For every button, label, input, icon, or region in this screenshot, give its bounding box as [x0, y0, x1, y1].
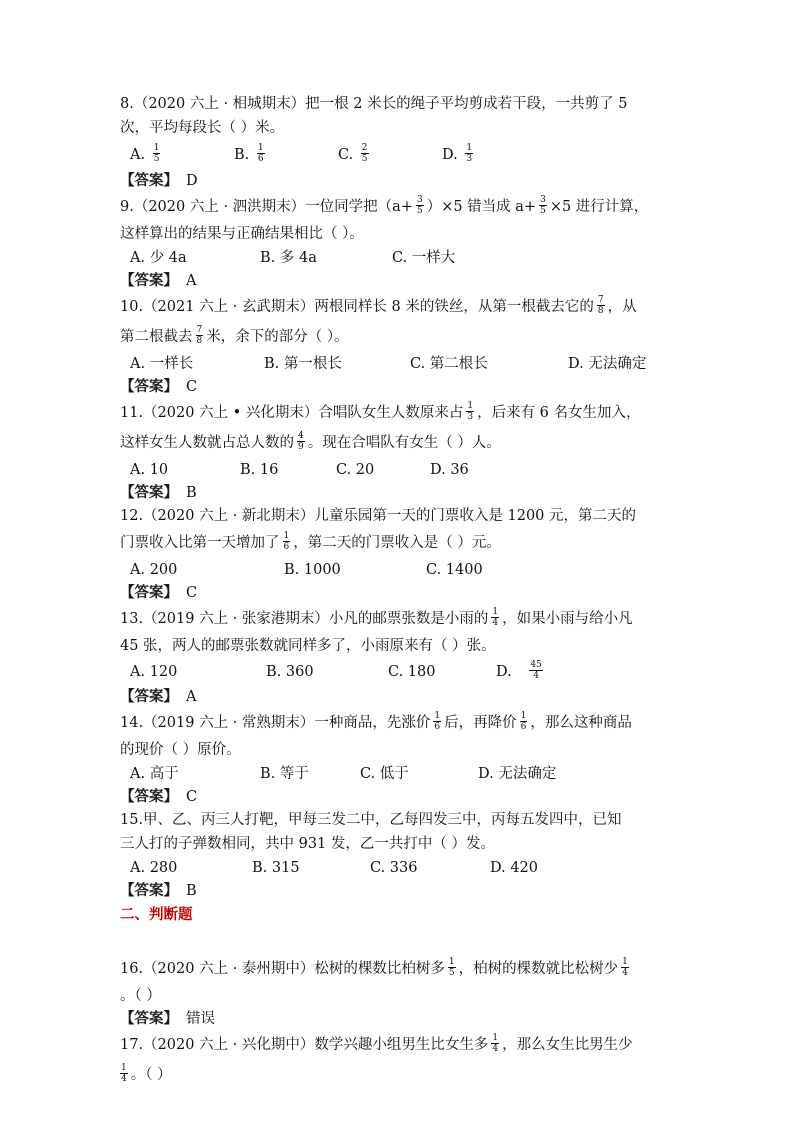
q14-option-a: A. 高于 — [130, 766, 179, 782]
q11-option-a: A. 10 — [130, 462, 169, 478]
q14-line2: 的现价（ ）原价。 — [120, 742, 241, 758]
q11-line2: 这样女生人数就占总人数的 $\frac{4}{9}$ 。现在合唱队有女生（ ）人。 — [120, 430, 501, 452]
q17-line1: 17.（2020 六上 · 兴化期中）数学兴趣小组男生比女生多 $\frac{1}{4}$ ，那么女生比男生少 — [120, 1032, 633, 1054]
q16-answer: 【答案】 错误 — [120, 1010, 215, 1027]
q10-options — [120, 352, 690, 376]
q15-answer: 【答案】 B — [120, 882, 197, 899]
q8-option-b: B. $\frac{1}{6}$ — [234, 142, 264, 164]
q13-line2: 45 张，两人的邮票张数就同样多了，小雨原来有（ ）张。 — [120, 638, 496, 654]
q9-line1: 9.（2020 六上 · 泗洪期末）一位同学把（a+ $\frac{3}{5}$ ）×5 错当成 a+ $\frac{3}{5}$ ×5 进行计算， — [120, 194, 649, 216]
q10-option-c: C. 第二根长 — [410, 356, 488, 372]
q11-answer: 【答案】 B — [120, 484, 197, 501]
q14-option-d: D. 无法确定 — [478, 766, 557, 782]
q14-options — [120, 762, 690, 786]
q8-option-c: C. $\frac{2}{5}$ — [338, 142, 368, 164]
q10-option-a: A. 一样长 — [130, 356, 194, 372]
q13-option-d: D. $\frac{45}{4}$ — [496, 659, 542, 681]
q13-answer: 【答案】 A — [120, 688, 197, 705]
q13-option-b: B. 360 — [266, 664, 314, 680]
q9-option-a: A. 少 4a — [130, 250, 187, 266]
q13-options — [120, 658, 690, 686]
q11-option-d: D. 36 — [430, 462, 469, 478]
q15-option-d: D. 420 — [490, 860, 539, 876]
q12-answer: 【答案】 C — [120, 584, 198, 601]
q8-options — [120, 140, 690, 170]
q15-line2: 三人打的子弹数相同，共中 931 发，乙一共打中（ ）发。 — [120, 836, 496, 852]
q16-line1: 16.（2020 六上 · 泰州期中）松树的棵数比柏树多 $\frac{1}{5}$ ，柏树的棵数就比松树少 $\frac{1}{4}$ — [120, 956, 628, 978]
q9-options — [120, 246, 690, 270]
q8-option-d: D. $\frac{1}{3}$ — [442, 142, 473, 164]
q8-answer: 【答案】 D — [120, 172, 198, 189]
q11-option-c: C. 20 — [336, 462, 375, 478]
q15-line1: 15.甲、乙、丙三人打靶，甲每三发二中，乙每四发三中，丙每五发四中，已知 — [120, 812, 622, 828]
q16-line2: 。（ ） — [120, 988, 161, 1004]
q9-option-b: B. 多 4a — [260, 250, 317, 266]
q8-line2: 次，平均每段长（ ）米。 — [120, 120, 285, 136]
q12-line2: 门票收入比第一天增加了 $\frac{1}{6}$ ，第二天的门票收入是（ ）元。 — [120, 530, 501, 552]
q12-option-c: C. 1400 — [426, 562, 483, 578]
q14-answer: 【答案】 C — [120, 788, 198, 805]
q9-option-c: C. 一样大 — [392, 250, 456, 266]
q9-line2: 这样算出的结果与正确结果相比（ ）。 — [120, 226, 364, 242]
q13-option-a: A. 120 — [130, 664, 178, 680]
q12-option-a: A. 200 — [130, 562, 178, 578]
q15-option-c: C. 336 — [370, 860, 418, 876]
q12-options — [120, 558, 690, 582]
q15-option-a: A. 280 — [130, 860, 178, 876]
q10-line1: 10.（2021 六上 · 玄武期末）两根同样长 8 米的铁丝，从第一根截去它的 $\frac{7}{8}$ ，从 — [120, 294, 637, 316]
q9-answer: 【答案】 A — [120, 272, 197, 289]
q8-option-a: A. $\frac{1}{5}$ — [130, 142, 160, 164]
q15-option-b: B. 315 — [252, 860, 300, 876]
q8-line1: 8.（2020 六上 · 相城期末）把一根 2 米长的绳子平均剪成若干段，一共剪了 5 — [120, 96, 628, 112]
q13-option-c: C. 180 — [388, 664, 436, 680]
q10-option-b: B. 第一根长 — [264, 356, 342, 372]
q11-option-b: B. 16 — [240, 462, 279, 478]
q11-line1: 11.（2020 六上 • 兴化期末）合唱队女生人数原来占 $\frac{1}{3}$ ，后来有 6 名女生加入， — [120, 400, 641, 422]
q11-options — [120, 458, 690, 482]
q17-line2: $\frac{1}{4}$ 。（ ） — [121, 1062, 172, 1084]
q14-option-c: C. 低于 — [360, 766, 409, 782]
q10-answer: 【答案】 C — [120, 378, 198, 395]
question-page — [120, 92, 690, 1090]
q12-line1: 12.（2020 六上 · 新北期末）儿童乐园第一天的门票收入是 1200 元，第二天的 — [120, 508, 637, 524]
section-heading: 二、判断题 — [120, 906, 193, 923]
q10-option-d: D. 无法确定 — [568, 356, 647, 372]
q14-line1: 14.（2019 六上 · 常熟期末）一种商品，先涨价 $\frac{1}{6}$ 后，再降价 $\frac{1}{6}$ ，那么这种商品 — [120, 710, 632, 732]
q13-line1: 13.（2019 六上 · 张家港期末）小凡的邮票张数是小雨的 $\frac{1}{4}$ ，如果小雨与给小凡 — [120, 606, 633, 628]
q15-options — [120, 856, 690, 880]
q10-line2: 第二根截去 $\frac{7}{8}$ 米，余下的部分（ ）。 — [120, 324, 349, 346]
q14-option-b: B. 等于 — [260, 766, 309, 782]
q12-option-b: B. 1000 — [284, 562, 341, 578]
